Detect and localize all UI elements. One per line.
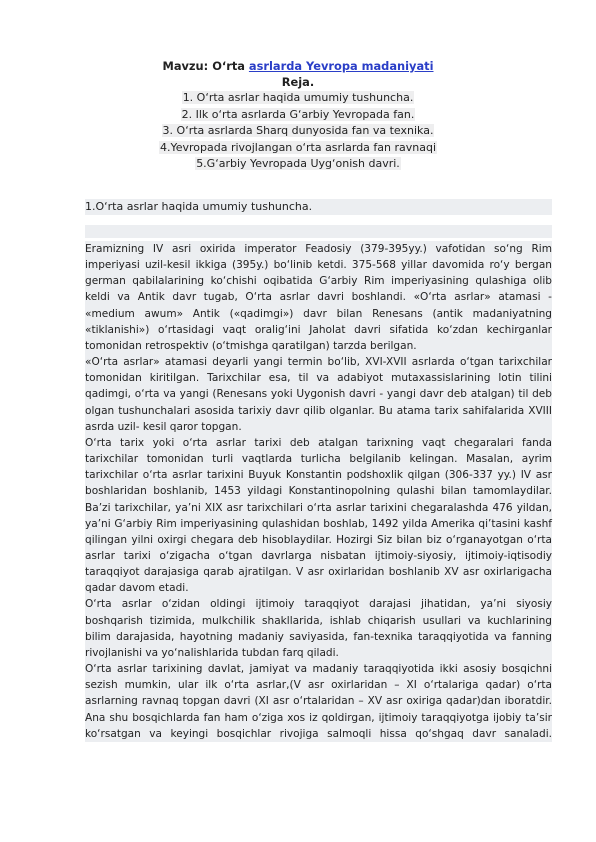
paragraph: «O‘rta asrlar» atamasi deyarli yangi termin bo‘lib, XVI-XVII asrlarda o‘tgan tarixchilar tomonidan kiritilgan. Tarixchilar esa, til va adabiyot mutaxassislarining lotin tilini qadimgi, o‘rta va yangi (Renesans yoki Uygonish davri - yangi davr deb atalgan) til deb olgan tushunchalari asosida tarixiy davr qilib olganlar. Bu atama tarix sahifalarida XVIII asrda uzil- kesil qaror topgan. [85,356,552,433]
title-prefix: Mavzu: O‘rta [162,59,249,73]
plan-list [0,90,596,173]
plan-heading: Reja. [281,75,315,89]
body-text [85,241,552,742]
blank-highlight-line [85,225,552,238]
plan-item: 5.G‘arbiy Yevropada Uyg‘onish davri. [196,157,400,171]
paragraph: Eramizning IV asri oxirida imperator Feadosiy (379-395yy.) vafotidan so‘ng Rim imperiyasi uzil-kesil ikkiga (395y.) bo‘linib ketdi. 375-568 yillar davomida ro‘y bergan german qabilalarining ko‘chishi oqibatida G‘arbiy Rim imperiyasining qulashiga olib keldi va Antik davr tugab, O‘rta asrlar davri boshlandi. «O‘rta asrlar» atamasi - «medium awum» Antik («qadimgi») davr bilan Renesans (antik madaniyatning «tiklanishi») o‘rtasidagi vaqt oralig‘ini Jaholat davri sifatida ko‘zdan kechirganlar tomonidan retrospektiv (o‘tmishga qaratilgan) tarzda berilgan. [85,243,552,352]
title-link[interactable]: asrlarda Yevropa madaniyati [248,59,434,73]
plan-item: 1. O‘rta asrlar haqida umumiy tushuncha. [182,91,414,104]
plan-item: 2. Ilk o‘rta asrlarda G‘arbiy Yevropada fan. [181,107,415,121]
section-heading: 1.O‘rta asrlar haqida umumiy tushuncha. [85,199,552,215]
plan-item: 4.Yevropada rivojlangan o‘rta asrlarda fan ravnaqi [159,140,437,154]
paragraph: O‘rta tarix yoki o‘rta asrlar tarixi deb atalgan tarixning vaqt chegaralari fanda tarixchilar tomonidan turli vaqtlarda turlicha belgilanib kelingan. Masalan, ayrim tarixchilar o‘rta asrlar tarixini Buyuk Konstantin podshoxlik qilgan (306-337 yy.) IV asr boshlaridan boshlanib, 1453 yildagi Konstantinopolning qulashi bilan tamomlaydilar. Ba’zi tarixchilar, ya’ni XIX asr tarixchilari o‘rta asrlar tarixini chegaralashda 476 yildan, ya’ni G‘arbiy Rim imperiyasining qulashidan boshlab, 1492 yilda Amerika qi’tasini kashf qilingan yilni oxirgi chegara deb hisoblaydilar. Hozirgi Siz bilan biz o‘rganayotgan o‘rta asrlar tarixi o‘zigacha o‘tgan davrlarga nisbatan ijtimoiy-siyosiy, ijtimoiy-iqtisodiy taraqqiyot darajasiga qarab ajratilgan. V asr oxirlaridan boshlanib XV asr oxirlarigacha qadar davom etadi. [85,436,552,595]
paragraph: O‘rta asrlar tarixining davlat, jamiyat va madaniy taraqqiyotida ikki asosiy bosqichni sezish mumkin, ular ilk o‘rta asrlar,(V asr oxirlaridan – XI o‘rtalariga qadar) o‘rta asrlarning ravnaq topgan davri (XI asr o‘rtalaridan – XV asr oxiriga qadar)dan iboratdir. Ana shu bosqichlarda fan ham o‘ziga xos iz qoldirgan, ijtimoiy taraqqiyotga ijobiy ta’sir ko‘rsatgan va keyingi bosqichlar rivojiga salmoqli hissa qo‘shgaq davr sanaladi. [85,663,552,740]
paragraph: O‘rta asrlar o‘zidan oldingi ijtimoiy taraqqiyot darajasi jihatidan, ya’ni siyosiy boshqarish tizimida, mulkchilik shakllarida, ishlab chiqarish usullari va kuchlarining bilim darajasida, hayotning madaniy saviyasida, fan-texnika taraqqiyotida va fanning rivojlanishi va yo‘nalishlarida tubdan farq qiladi. [85,598,552,659]
plan-item: 3. O‘rta asrlarda Sharq dunyosida fan va texnika. [162,124,434,138]
page-title [0,59,596,73]
